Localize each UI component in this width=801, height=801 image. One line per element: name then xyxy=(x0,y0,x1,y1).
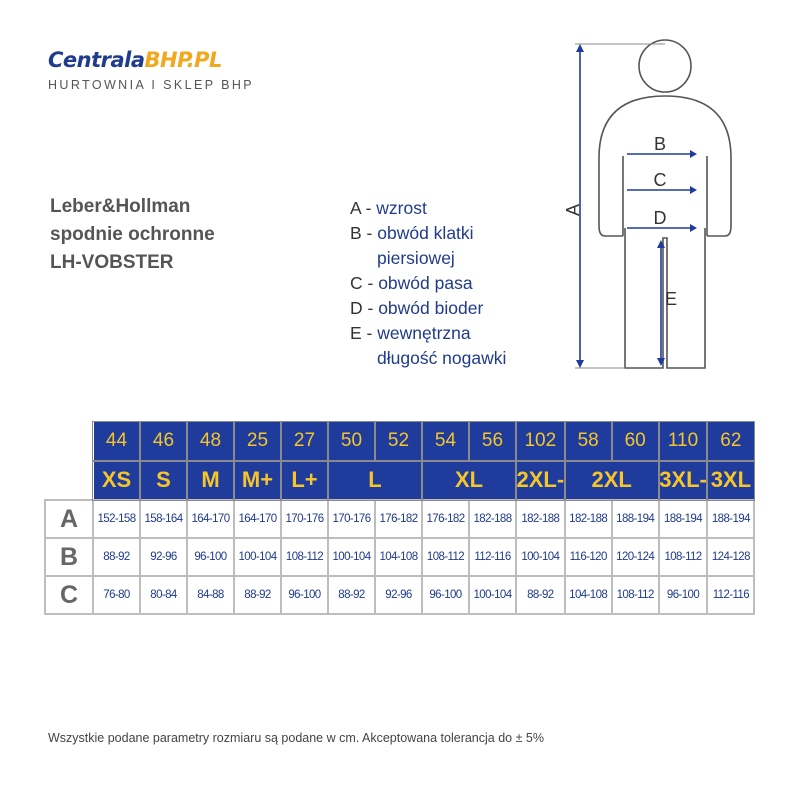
row-label-b: B xyxy=(45,538,93,576)
size-label: 2XL- xyxy=(516,461,565,501)
size-label: 3XL xyxy=(707,461,754,501)
hips-arrowhead xyxy=(690,224,697,232)
legend-text: obwód pasa xyxy=(378,273,473,293)
table-cell: 92-96 xyxy=(375,576,422,614)
table-cell: 124-128 xyxy=(707,538,754,576)
figure-label-a: A xyxy=(563,203,583,217)
chest-arrowhead xyxy=(690,150,697,158)
height-arrowhead-bottom xyxy=(576,360,584,368)
size-label: 3XL- xyxy=(659,461,708,501)
legend-item-b-continued: piersiowej xyxy=(377,248,455,268)
table-cell: 112-116 xyxy=(469,538,516,576)
table-cell: 182-188 xyxy=(469,500,516,538)
size-label: 2XL xyxy=(565,461,659,501)
table-cell: 170-176 xyxy=(328,500,375,538)
row-label-c: C xyxy=(45,576,93,614)
body-measurement-figure xyxy=(555,38,735,378)
table-row xyxy=(45,576,754,614)
table-row-sizes xyxy=(45,461,754,501)
table-cell: 188-194 xyxy=(707,500,754,538)
table-cell: 112-116 xyxy=(707,576,754,614)
size-label: XS xyxy=(93,461,140,501)
table-cell: 96-100 xyxy=(187,538,234,576)
footnote: Wszystkie podane parametry rozmiaru są podane w cm. Akceptowana tolerancja do ± 5% xyxy=(48,731,544,745)
legend-key: C - xyxy=(350,273,374,293)
table-cell: 120-124 xyxy=(612,538,659,576)
size-number: 46 xyxy=(140,422,187,461)
legend-item-c xyxy=(350,271,506,296)
table-cell: 100-104 xyxy=(469,576,516,614)
product-model: LH-VOBSTER xyxy=(50,252,174,273)
legend-text: obwód bioder xyxy=(378,298,484,318)
product-type: spodnie ochronne xyxy=(50,224,215,245)
figure-label-e: E xyxy=(664,289,678,309)
table-cell: 182-188 xyxy=(565,500,612,538)
logo-wordmark xyxy=(48,48,258,72)
table-cell: 88-92 xyxy=(328,576,375,614)
waist-arrowhead xyxy=(690,186,697,194)
legend-key: E - xyxy=(350,323,373,343)
table-corner xyxy=(45,422,93,461)
table-corner xyxy=(45,461,93,501)
table-cell: 96-100 xyxy=(659,576,708,614)
table-cell: 108-112 xyxy=(422,538,469,576)
legend-key: D - xyxy=(350,298,374,318)
logo-brand-part2: BHP.PL xyxy=(144,48,222,72)
table-cell: 158-164 xyxy=(140,500,187,538)
table-cell: 76-80 xyxy=(93,576,140,614)
logo-brand-part1: Centrala xyxy=(48,48,145,72)
height-arrowhead-top xyxy=(576,44,584,52)
row-label-a: A xyxy=(45,500,93,538)
table-cell: 152-158 xyxy=(93,500,140,538)
size-number: 102 xyxy=(516,422,565,461)
size-number: 27 xyxy=(281,422,328,461)
table-cell: 96-100 xyxy=(422,576,469,614)
legend-key: B - xyxy=(350,223,373,243)
table-row xyxy=(45,538,754,576)
table-cell: 100-104 xyxy=(516,538,565,576)
table-cell: 108-112 xyxy=(612,576,659,614)
table-cell: 100-104 xyxy=(328,538,375,576)
table-cell: 108-112 xyxy=(659,538,708,576)
table-cell: 182-188 xyxy=(516,500,565,538)
table-cell: 116-120 xyxy=(565,538,612,576)
table-cell: 176-182 xyxy=(422,500,469,538)
size-table xyxy=(44,421,755,615)
figure-label-d: D xyxy=(653,208,667,228)
size-label: S xyxy=(140,461,187,501)
legend-text: wewnętrzna xyxy=(377,323,471,343)
table-cell: 188-194 xyxy=(612,500,659,538)
table-cell: 92-96 xyxy=(140,538,187,576)
product-title xyxy=(50,193,215,277)
table-cell: 88-92 xyxy=(516,576,565,614)
table-cell: 104-108 xyxy=(565,576,612,614)
table-row-numbers xyxy=(45,422,754,461)
table-cell: 164-170 xyxy=(234,500,281,538)
table-cell: 104-108 xyxy=(375,538,422,576)
size-number: 48 xyxy=(187,422,234,461)
size-number: 25 xyxy=(234,422,281,461)
size-number: 52 xyxy=(375,422,422,461)
figure-head xyxy=(639,40,691,92)
product-brand: Leber&Hollman xyxy=(50,196,191,217)
table-cell: 88-92 xyxy=(234,576,281,614)
size-number: 62 xyxy=(707,422,754,461)
size-number: 110 xyxy=(659,422,708,461)
legend-item-e xyxy=(350,321,506,346)
table-row xyxy=(45,500,754,538)
table-cell: 80-84 xyxy=(140,576,187,614)
table-cell: 164-170 xyxy=(187,500,234,538)
table-cell: 84-88 xyxy=(187,576,234,614)
legend-text: obwód klatki xyxy=(377,223,474,243)
brand-logo xyxy=(48,48,258,92)
table-cell: 176-182 xyxy=(375,500,422,538)
table-cell: 108-112 xyxy=(281,538,328,576)
legend-key: A - xyxy=(350,198,372,218)
size-label: M+ xyxy=(234,461,281,501)
table-cell: 96-100 xyxy=(281,576,328,614)
size-number: 60 xyxy=(612,422,659,461)
legend-item-b xyxy=(350,221,506,246)
logo-tagline: HURTOWNIA I SKLEP BHP xyxy=(48,78,255,92)
measurement-legend xyxy=(350,196,506,371)
size-number: 58 xyxy=(565,422,612,461)
size-number: 44 xyxy=(93,422,140,461)
table-cell: 100-104 xyxy=(234,538,281,576)
size-number: 50 xyxy=(328,422,375,461)
size-label: L xyxy=(328,461,422,501)
legend-text: wzrost xyxy=(376,198,427,218)
figure-label-c: C xyxy=(653,170,667,190)
size-label: XL xyxy=(422,461,516,501)
legend-item-e-continued: długość nogawki xyxy=(377,348,507,368)
table-cell: 88-92 xyxy=(93,538,140,576)
table-cell: 170-176 xyxy=(281,500,328,538)
figure-label-b: B xyxy=(653,134,667,154)
legend-item-d xyxy=(350,296,506,321)
size-label: L+ xyxy=(281,461,328,501)
table-cell: 188-194 xyxy=(659,500,708,538)
size-number: 54 xyxy=(422,422,469,461)
legend-item-a xyxy=(350,196,506,221)
size-number: 56 xyxy=(469,422,516,461)
size-label: M xyxy=(187,461,234,501)
